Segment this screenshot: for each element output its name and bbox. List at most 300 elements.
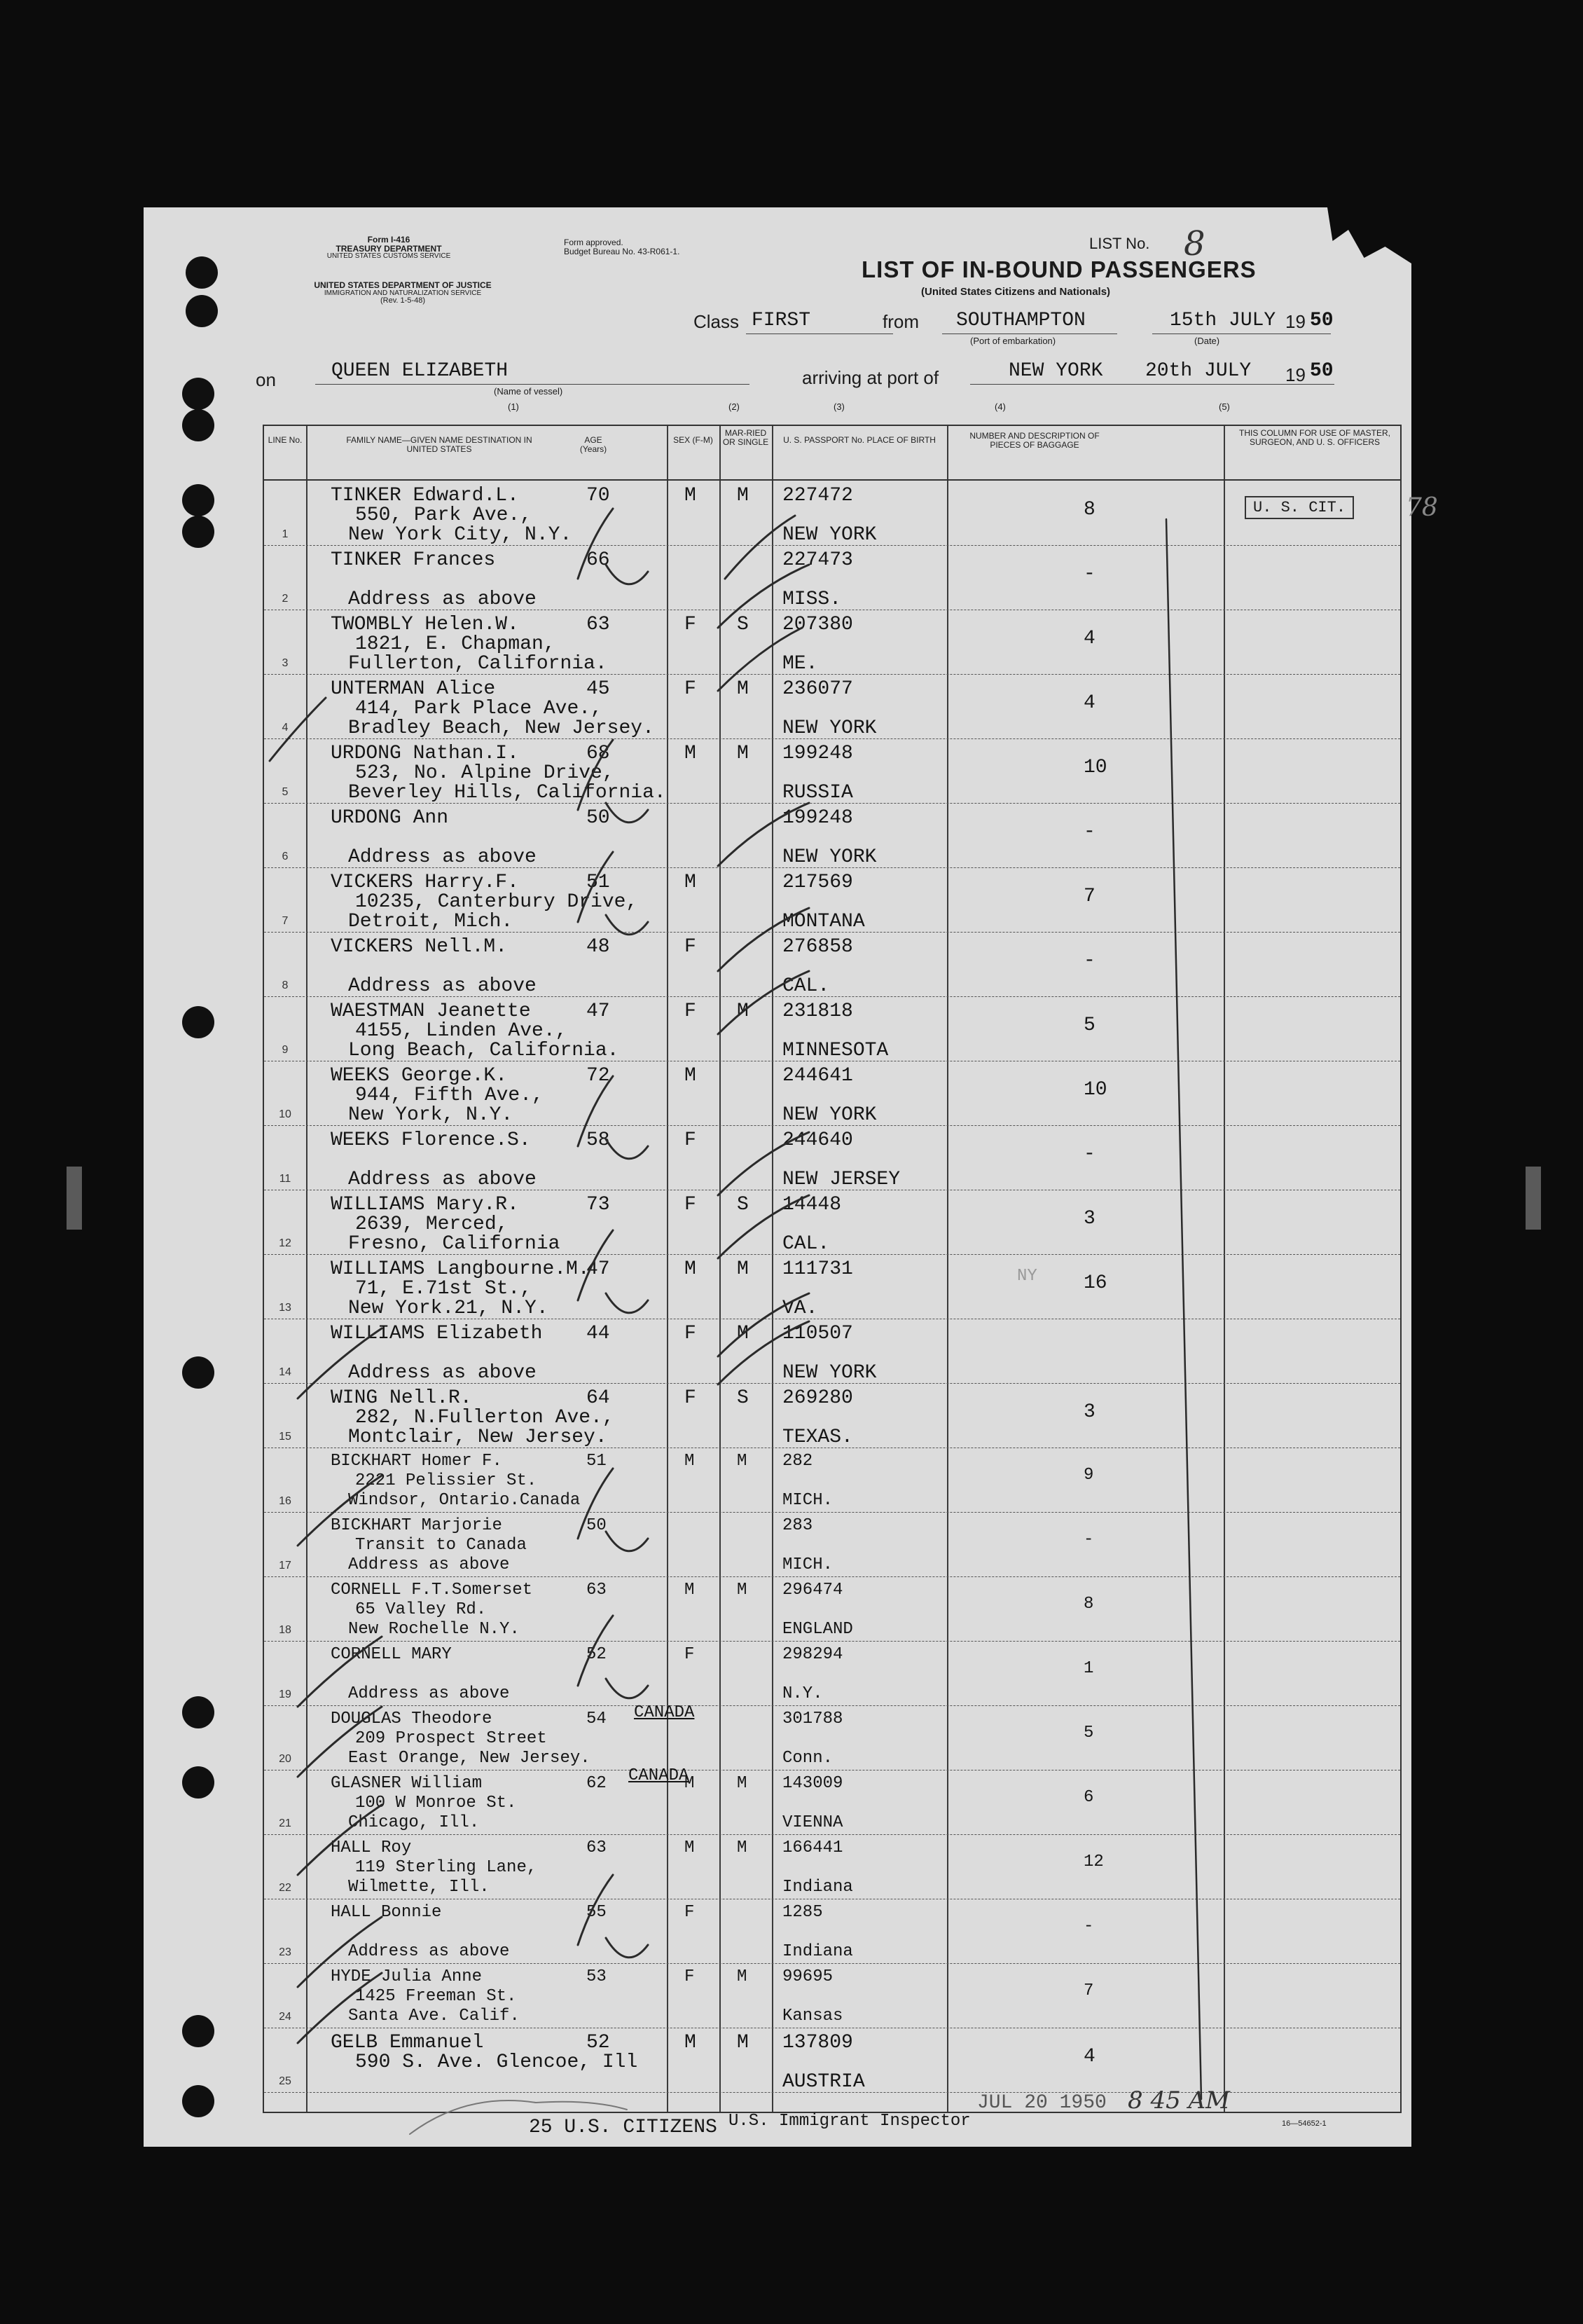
table-row — [264, 2029, 1400, 2093]
passenger-name: VICKERS Harry.F. — [331, 872, 519, 893]
place-of-birth: TEXAS. — [782, 1426, 853, 1448]
passport-number: 236077 — [782, 678, 853, 700]
passenger-name: WILLIAMS Mary.R. — [331, 1194, 519, 1216]
address-line1: 71, E.71st St., — [355, 1278, 532, 1300]
on-label: on — [256, 369, 276, 390]
marital-status: M — [737, 1452, 747, 1471]
passport-number: 137809 — [782, 2032, 853, 2054]
baggage-count: - — [1084, 1143, 1095, 1165]
marital-status: M — [737, 1323, 749, 1345]
marital-status: M — [737, 1001, 749, 1022]
passenger-sex: F — [684, 1194, 696, 1216]
binder-hole — [182, 484, 214, 516]
passport-number: 199248 — [782, 807, 853, 829]
address-line1: 282, N.Fullerton Ave., — [355, 1407, 614, 1429]
line-number: 21 — [279, 1817, 291, 1829]
from-label: from — [883, 311, 919, 332]
place-of-birth: RUSSIA — [782, 782, 853, 804]
col1-number: (1) — [508, 401, 519, 412]
arriving-label: arriving at port of — [802, 367, 939, 388]
address-line2: Address as above — [348, 975, 537, 997]
marital-status: S — [737, 614, 749, 635]
table-row — [264, 1449, 1400, 1513]
baggage-count: 7 — [1084, 1981, 1094, 2000]
table-row — [264, 1256, 1400, 1320]
passport-number: 283 — [782, 1516, 813, 1535]
passport-number: 298294 — [782, 1645, 843, 1664]
passenger-sex: M — [684, 1258, 696, 1280]
baggage-count: 3 — [1084, 1401, 1095, 1423]
place-of-birth: VA. — [782, 1298, 818, 1319]
address-line1: 65 Valley Rd. — [355, 1600, 487, 1619]
passenger-sex: M — [684, 1452, 695, 1471]
line-number: 10 — [279, 1108, 291, 1120]
page-title: LIST OF IN-BOUND PASSENGERS — [862, 256, 1257, 282]
passenger-sex: M — [684, 485, 696, 507]
passport-number: 99695 — [782, 1967, 834, 1986]
ins-service: IMMIGRATION AND NATURALIZATION SERVICE — [324, 289, 482, 297]
line-number: 9 — [282, 1044, 289, 1056]
col-header-name: FAMILY NAME—GIVEN NAME DESTINATION IN UNITED STATES — [346, 435, 532, 455]
arrival-date: 20th JULY — [1145, 360, 1252, 382]
passport-number: 296474 — [782, 1581, 843, 1600]
line-number: 20 — [279, 1753, 291, 1765]
vessel-caption: (Name of vessel) — [494, 386, 563, 397]
table-row — [264, 1965, 1400, 2029]
address-line1: 2221 Pelissier St. — [355, 1471, 537, 1490]
passenger-name: DOUGLAS Theodore — [331, 1710, 492, 1728]
passenger-age: 52 — [586, 1645, 607, 1664]
passport-number: 1285 — [782, 1903, 823, 1922]
baggage-count: - — [1084, 950, 1095, 972]
vessel-name: QUEEN ELIZABETH — [331, 360, 509, 382]
place-of-birth: Conn. — [782, 1749, 834, 1768]
scan-artifact — [1526, 1167, 1541, 1230]
line-number: 13 — [279, 1302, 291, 1314]
form-revision: (Rev. 1-5-48) — [380, 296, 425, 305]
address-line2: East Orange, New Jersey. — [348, 1749, 590, 1768]
address-line2: Santa Ave. Calif. — [348, 2007, 520, 2026]
date1-year-prefix: 19 — [1285, 311, 1306, 332]
baggage-count: 4 — [1084, 692, 1095, 714]
passport-number: 276858 — [782, 936, 853, 958]
passenger-sex: F — [684, 678, 696, 700]
inspector-label: U.S. Immigrant Inspector — [728, 2112, 971, 2131]
address-line1: 1425 Freeman St. — [355, 1987, 517, 2006]
marital-status: M — [737, 678, 749, 700]
passenger-name: WING Nell.R. — [331, 1387, 472, 1409]
baggage-count: 4 — [1084, 2046, 1095, 2068]
place-of-birth: CAL. — [782, 1233, 830, 1255]
passenger-sex: F — [684, 1129, 696, 1151]
passenger-age: 72 — [586, 1065, 610, 1087]
passenger-name: WEEKS George.K. — [331, 1065, 508, 1087]
col-header-line: LINE No. — [268, 435, 303, 445]
passenger-name: HYDE Julia Anne — [331, 1967, 483, 1986]
line-number: 1 — [282, 528, 289, 540]
scan-artifact — [67, 1167, 82, 1230]
passenger-age: 48 — [586, 936, 610, 958]
date2-year-prefix: 19 — [1285, 364, 1306, 385]
binder-hole — [182, 409, 214, 441]
page-subtitle: (United States Citizens and Nationals) — [921, 286, 1111, 298]
passport-number: 199248 — [782, 743, 853, 764]
baggage-count: 10 — [1084, 757, 1107, 778]
passenger-age: 44 — [586, 1323, 610, 1345]
canada-stamp: CANADA — [628, 1766, 689, 1785]
table-row — [264, 740, 1400, 804]
marital-status: M — [737, 1838, 747, 1857]
baggage-count: 7 — [1084, 886, 1095, 907]
table-row — [264, 1771, 1400, 1836]
col4-number: (4) — [995, 401, 1006, 412]
departure-date: 15th JULY — [1170, 310, 1276, 331]
passenger-name: GLASNER William — [331, 1774, 483, 1793]
passenger-age: 47 — [586, 1258, 610, 1280]
address-line2: Address as above — [348, 1169, 537, 1190]
budget-bureau: Budget Bureau No. 43-R061-1. — [564, 246, 680, 256]
passport-number: 217569 — [782, 872, 853, 893]
passenger-sex: M — [684, 1581, 695, 1600]
torn-corner — [1306, 207, 1411, 263]
address-line2: Fresno, California — [348, 1233, 560, 1255]
table-row — [264, 546, 1400, 611]
line-number: 25 — [279, 2075, 291, 2087]
table-row — [264, 1513, 1400, 1578]
place-of-birth: Kansas — [782, 2007, 843, 2026]
passenger-age: 66 — [586, 549, 610, 571]
table-row — [264, 869, 1400, 933]
line-number: 8 — [282, 979, 289, 991]
address-line1: 209 Prospect Street — [355, 1729, 547, 1748]
form-number: Form I-416 — [367, 235, 410, 245]
passport-number: 111731 — [782, 1258, 853, 1280]
col3-number: (3) — [834, 401, 845, 412]
marital-status: M — [737, 1258, 749, 1280]
passenger-name: WAESTMAN Jeanette — [331, 1001, 531, 1022]
table-row — [264, 1127, 1400, 1191]
passenger-sex: M — [684, 1838, 695, 1857]
baggage-count: 5 — [1084, 1724, 1094, 1742]
passenger-name: CORNELL MARY — [331, 1645, 452, 1664]
port-of-embarkation: SOUTHAMPTON — [956, 310, 1086, 331]
passenger-age: 73 — [586, 1194, 610, 1216]
address-line2: New York.21, N.Y. — [348, 1298, 548, 1319]
passport-number: 301788 — [782, 1710, 843, 1728]
col-header-sex: SEX (F-M) — [673, 435, 713, 445]
passenger-name: WILLIAMS Elizabeth — [331, 1323, 543, 1345]
faint-birth-note: NY — [1017, 1267, 1037, 1286]
table-row — [264, 1062, 1400, 1127]
place-of-birth: MICH. — [782, 1555, 834, 1574]
passenger-sex: F — [684, 1967, 695, 1986]
line-number: 22 — [279, 1882, 291, 1894]
place-of-birth: MINNESOTA — [782, 1040, 889, 1061]
passenger-name: TINKER Edward.L. — [331, 485, 519, 507]
us-citizen-stamp: U. S. CIT. — [1245, 496, 1354, 519]
passenger-age: 52 — [586, 2032, 610, 2054]
address-line2: Detroit, Mich. — [348, 911, 513, 933]
passport-number: 110507 — [782, 1323, 853, 1345]
passenger-sex: F — [684, 614, 696, 635]
table-row — [264, 675, 1400, 740]
baggage-count: 8 — [1084, 1595, 1094, 1614]
date-caption: (Date) — [1194, 336, 1220, 346]
baggage-count: - — [1084, 821, 1095, 843]
table-row — [264, 1384, 1400, 1449]
place-of-birth: ENGLAND — [782, 1620, 853, 1639]
address-line2: Montclair, New Jersey. — [348, 1426, 607, 1448]
col-header-baggage: NUMBER AND DESCRIPTION OF PIECES OF BAGGAGE — [969, 431, 1100, 451]
passenger-name: VICKERS Nell.M. — [331, 936, 508, 958]
address-line2: Address as above — [348, 1942, 510, 1961]
marital-status: S — [737, 1387, 749, 1409]
passenger-sex: F — [684, 1387, 696, 1409]
line-number: 17 — [279, 1560, 291, 1572]
line-number: 19 — [279, 1689, 291, 1700]
passenger-age: 63 — [586, 1581, 607, 1600]
citizen-count: 25 U.S. CITIZENS — [529, 2117, 717, 2138]
marital-status: M — [737, 1581, 747, 1600]
marital-status: M — [737, 743, 749, 764]
binder-hole — [182, 1766, 214, 1799]
address-line2: Address as above — [348, 1684, 510, 1703]
passenger-name: WILLIAMS Langbourne.M. — [331, 1258, 590, 1280]
treasury-dept: TREASURY DEPARTMENT — [336, 243, 442, 254]
passenger-age: 45 — [586, 678, 610, 700]
table-row — [264, 804, 1400, 869]
address-line1: 523, No. Alpine Drive, — [355, 762, 614, 784]
marital-status: M — [737, 2032, 749, 2054]
passenger-name: BICKHART Homer F. — [331, 1452, 502, 1471]
table-row — [264, 1707, 1400, 1771]
address-line2: New York City, N.Y. — [348, 524, 572, 546]
passenger-name: CORNELL F.T.Somerset — [331, 1581, 533, 1600]
passport-number: 282 — [782, 1452, 813, 1471]
passport-number: 269280 — [782, 1387, 853, 1409]
passport-number: 166441 — [782, 1838, 843, 1857]
place-of-birth: NEW YORK — [782, 1104, 877, 1126]
place-of-birth: CAL. — [782, 975, 830, 997]
binder-hole — [182, 516, 214, 548]
passenger-sex: M — [684, 1065, 696, 1087]
address-line1: 1821, E. Chapman, — [355, 633, 555, 655]
baggage-count: 9 — [1084, 1466, 1094, 1485]
arrival-stamp-date: JUL 20 1950 — [977, 2092, 1107, 2114]
address-line1: 100 W Monroe St. — [355, 1794, 517, 1813]
passenger-sex: F — [684, 936, 696, 958]
passenger-age: 50 — [586, 807, 610, 829]
col5-number: (5) — [1219, 401, 1230, 412]
line-number: 16 — [279, 1495, 291, 1507]
table-row — [264, 611, 1400, 675]
baggage-count: 3 — [1084, 1208, 1095, 1230]
passenger-age: 68 — [586, 743, 610, 764]
passport-number: 227472 — [782, 485, 853, 507]
address-line1: 119 Sterling Lane, — [355, 1858, 537, 1877]
address-line2: Windsor, Ontario.Canada — [348, 1491, 581, 1510]
list-no-label: LIST No. — [1089, 235, 1150, 252]
passport-number: 207380 — [782, 614, 853, 635]
class-value: FIRST — [752, 310, 811, 331]
passenger-age: 51 — [586, 872, 610, 893]
form-approved: Form approved. — [564, 238, 623, 247]
line-number: 12 — [279, 1237, 291, 1249]
address-line2: New York, N.Y. — [348, 1104, 513, 1126]
baggage-count: - — [1084, 1917, 1094, 1936]
marital-status: M — [737, 1774, 747, 1793]
address-line1: 414, Park Place Ave., — [355, 698, 602, 720]
address-line2: Long Beach, California. — [348, 1040, 619, 1061]
place-of-birth: NEW YORK — [782, 717, 877, 739]
table-row — [264, 482, 1400, 546]
place-of-birth: Indiana — [782, 1942, 853, 1961]
passenger-age: 47 — [586, 1001, 610, 1022]
address-line1: 10235, Canterbury Drive, — [355, 891, 638, 913]
passenger-name: UNTERMAN Alice — [331, 678, 496, 700]
baggage-count: 10 — [1084, 1079, 1107, 1101]
passenger-name: HALL Bonnie — [331, 1903, 442, 1922]
passport-number: 231818 — [782, 1001, 853, 1022]
passenger-table — [263, 425, 1438, 2113]
address-line1: 944, Fifth Ave., — [355, 1085, 544, 1106]
passenger-sex: F — [684, 1903, 695, 1922]
passenger-name: WEEKS Florence.S. — [331, 1129, 531, 1151]
passenger-age: 58 — [586, 1129, 610, 1151]
col-header-age: AGE (Years) — [579, 435, 607, 455]
passenger-name: HALL Roy — [331, 1838, 412, 1857]
passenger-age: 51 — [586, 1452, 607, 1471]
passenger-list-page — [144, 207, 1438, 2147]
table-row — [264, 1320, 1400, 1384]
col-header-married: MAR-RIED OR SINGLE — [722, 428, 769, 448]
line-number: 4 — [282, 722, 289, 734]
line-number: 15 — [279, 1431, 291, 1443]
list-no-value: 8 — [1184, 224, 1205, 263]
marital-status: S — [737, 1194, 749, 1216]
passenger-age: 63 — [586, 1838, 607, 1857]
passenger-sex: M — [684, 2032, 696, 2054]
address-line2: Bradley Beach, New Jersey. — [348, 717, 654, 739]
passenger-sex: M — [684, 1774, 695, 1793]
table-row — [264, 1836, 1400, 1900]
table-row — [264, 1191, 1400, 1256]
port-caption: (Port of embarkation) — [970, 336, 1056, 346]
table-row — [264, 1900, 1400, 1965]
line-number: 18 — [279, 1624, 291, 1636]
time-note: 8 45 AM — [1128, 2086, 1230, 2115]
binder-hole — [182, 2015, 214, 2047]
line-number: 5 — [282, 786, 289, 798]
passenger-age: 70 — [586, 485, 610, 507]
baggage-count: 6 — [1084, 1788, 1094, 1807]
address-line2: Address as above — [348, 589, 537, 610]
place-of-birth: ME. — [782, 653, 818, 675]
passport-number: 244641 — [782, 1065, 853, 1087]
form-code: 16—54652-1 — [1282, 2119, 1327, 2128]
justice-dept: UNITED STATES DEPARTMENT OF JUSTICE — [314, 280, 492, 290]
baggage-count: - — [1084, 1530, 1094, 1549]
address-line1: 590 S. Ave. Glencoe, Ill — [355, 2051, 638, 2073]
address-line2: Fullerton, California. — [348, 653, 607, 675]
passenger-name: BICKHART Marjorie — [331, 1516, 502, 1535]
passport-number: 244640 — [782, 1129, 853, 1151]
col-header-passport: U. S. PASSPORT No. PLACE OF BIRTH — [783, 435, 936, 445]
place-of-birth: VIENNA — [782, 1813, 843, 1832]
col2-number: (2) — [728, 401, 740, 412]
passenger-sex: F — [684, 1001, 696, 1022]
baggage-count: 12 — [1084, 1852, 1104, 1871]
binder-hole — [182, 1006, 214, 1038]
date2-year: 50 — [1310, 360, 1334, 382]
marital-status: M — [737, 1967, 747, 1986]
place-of-birth: AUSTRIA — [782, 2071, 865, 2093]
place-of-birth: NEW YORK — [782, 846, 877, 868]
address-line2: Address as above — [348, 1555, 510, 1574]
address-line2: Address as above — [348, 846, 537, 868]
canada-stamp: CANADA — [634, 1703, 695, 1722]
place-of-birth: NEW JERSEY — [782, 1169, 901, 1190]
passenger-sex: F — [684, 1323, 696, 1345]
address-line1: 550, Park Ave., — [355, 504, 532, 526]
passenger-age: 64 — [586, 1387, 610, 1409]
address-line1: Transit to Canada — [355, 1536, 527, 1555]
passenger-age: 55 — [586, 1903, 607, 1922]
passenger-age: 54 — [586, 1710, 607, 1728]
customs-service: UNITED STATES CUSTOMS SERVICE — [326, 252, 451, 261]
address-line2: Address as above — [348, 1362, 537, 1384]
baggage-count: 8 — [1084, 499, 1095, 521]
marital-status: M — [737, 485, 749, 507]
line-number: 23 — [279, 1946, 291, 1958]
address-line2: Beverley Hills, California. — [348, 782, 666, 804]
address-line2: New Rochelle N.Y. — [348, 1620, 520, 1639]
passport-number: 14448 — [782, 1194, 842, 1216]
col-header-officers: THIS COLUMN FOR USE OF MASTER, SURGEON, AND U. S. OFFICERS — [1238, 428, 1390, 448]
place-of-birth: MONTANA — [782, 911, 865, 933]
binder-hole — [186, 295, 218, 327]
passenger-age: 63 — [586, 614, 610, 635]
arrival-port: NEW YORK — [1009, 360, 1103, 382]
table-row — [264, 1578, 1400, 1642]
binder-hole — [182, 2085, 214, 2117]
table-row — [264, 933, 1400, 998]
line-number: 24 — [279, 2011, 291, 2023]
passport-number: 227473 — [782, 549, 853, 571]
baggage-count: 5 — [1084, 1015, 1095, 1036]
line-number: 14 — [279, 1366, 291, 1378]
table-row — [264, 998, 1400, 1062]
address-line1: 2639, Merced, — [355, 1213, 509, 1235]
table-row — [264, 1642, 1400, 1707]
date1-year: 50 — [1310, 310, 1334, 331]
baggage-count: - — [1084, 563, 1095, 585]
place-of-birth: N.Y. — [782, 1684, 823, 1703]
binder-hole — [182, 1356, 214, 1389]
passport-number: 143009 — [782, 1774, 843, 1793]
place-of-birth: MISS. — [782, 589, 842, 610]
binder-hole — [186, 256, 218, 289]
line-number: 11 — [279, 1173, 291, 1185]
place-of-birth: NEW YORK — [782, 524, 877, 546]
binder-hole — [182, 1696, 214, 1728]
address-line2: Chicago, Ill. — [348, 1813, 480, 1832]
line-number: 6 — [282, 851, 289, 862]
baggage-count: 4 — [1084, 628, 1095, 649]
count-note: 78 — [1406, 493, 1438, 522]
passenger-name: URDONG Nathan.I. — [331, 743, 519, 764]
address-line2: Wilmette, Ill. — [348, 1878, 490, 1897]
